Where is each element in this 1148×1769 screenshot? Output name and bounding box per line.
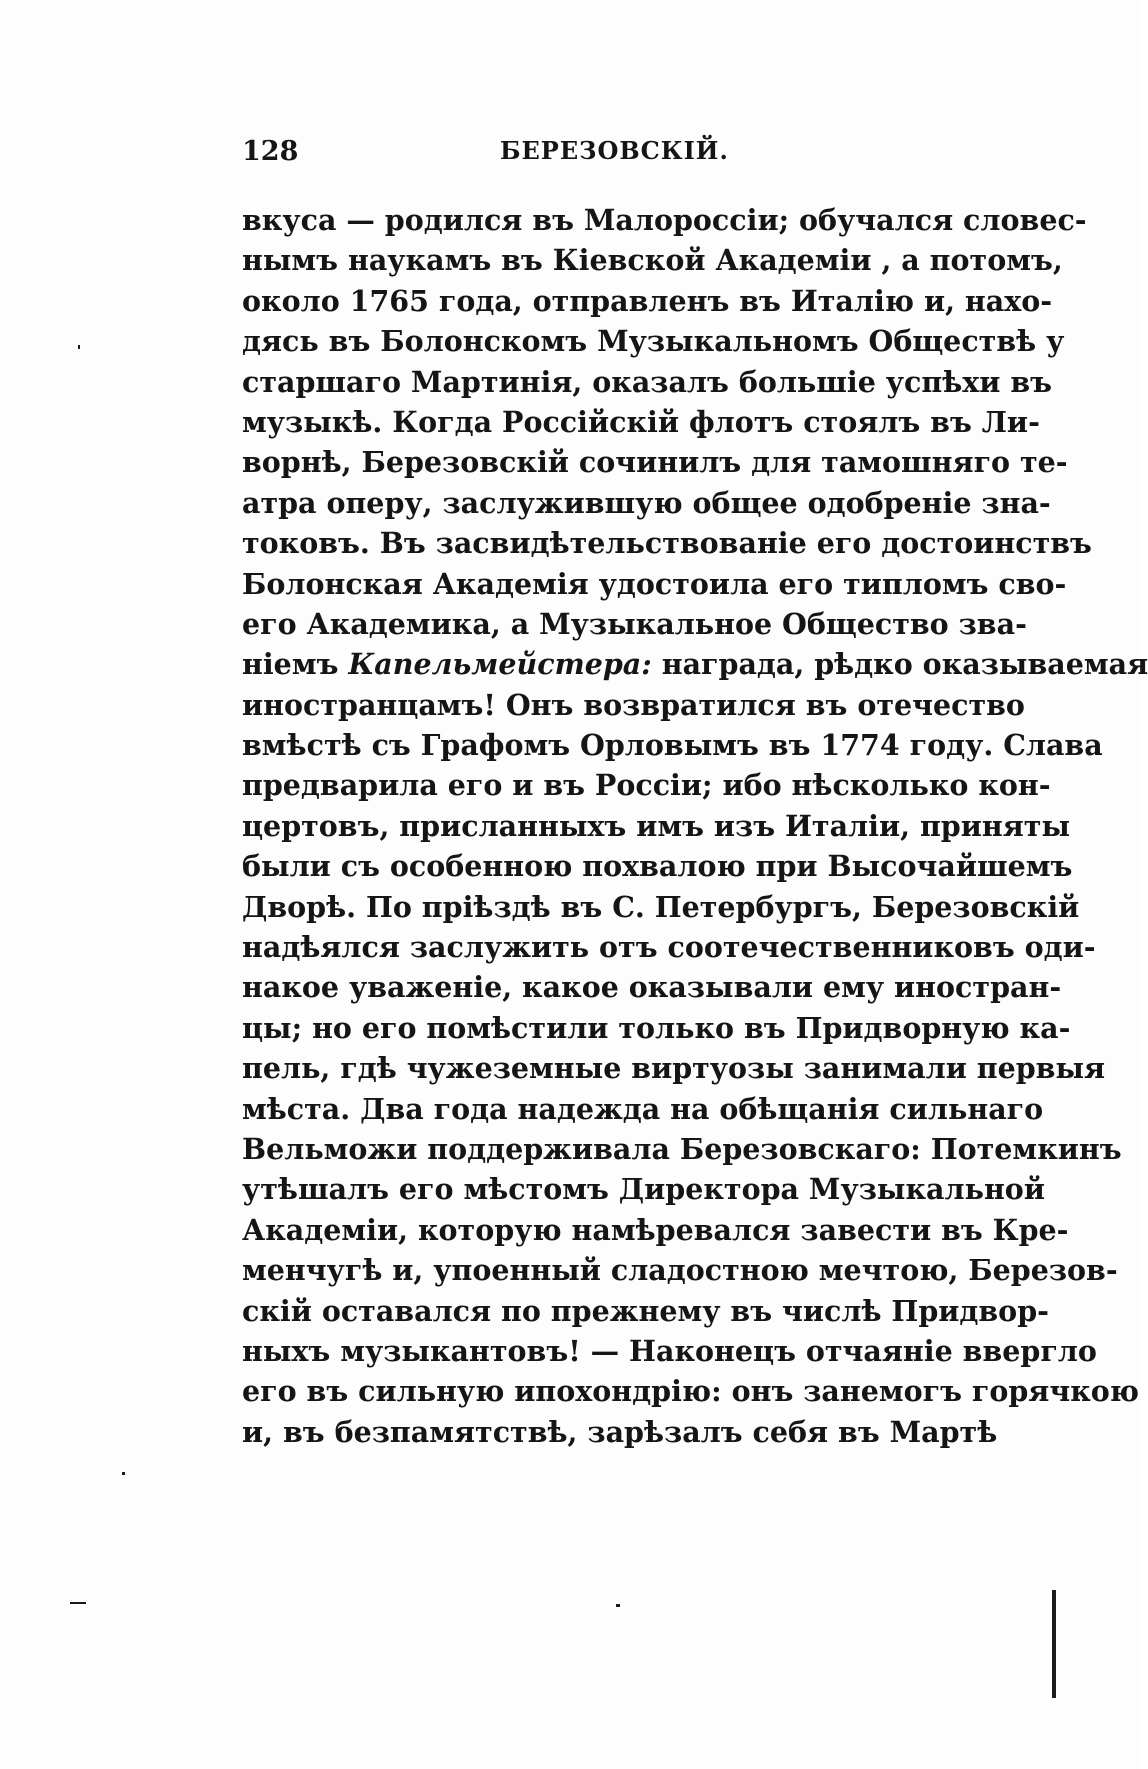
text-line: токовъ. Въ засвидѣтельствованіе его достоинствъ: [242, 526, 1092, 561]
text-line: вкуса — родился въ Малороссіи; обучался словес-: [242, 203, 1087, 237]
page-number: 128: [242, 136, 299, 167]
page-header: [242, 136, 962, 176]
text-line: старшаго Мартинія, оказалъ большіе успѣхи въ: [242, 364, 1052, 399]
text-line: Дворѣ. По пріѣздѣ въ С. Петербургъ, Березовскій: [242, 889, 1080, 924]
text-line: и, въ безпамятствѣ, зарѣзалъ себя въ Мартѣ: [242, 1414, 998, 1449]
text-line: музыкѣ. Когда Россійскій флотъ стоялъ въ Ли-: [242, 404, 1040, 439]
scan-speck: [616, 1604, 620, 1607]
text-line: мѣста. Два года надежда на обѣщанія сильнаго: [242, 1091, 1044, 1126]
text-line: были съ особенною похвалою при Высочайшемъ: [242, 849, 1073, 884]
text-line: атра оперу, заслужившую общее одобреніе зна-: [242, 485, 1051, 520]
text-line: ворнѣ, Березовскій сочинилъ для тамошняго те-: [242, 445, 1068, 480]
text-line: ніемъ Капельмейстера: награда, рѣдко оказываемая: [242, 647, 1148, 682]
scan-speck: [122, 1472, 125, 1475]
text-line: его Академика, а Музыкальное Общество зва-: [242, 606, 1027, 641]
body-text: [242, 200, 1148, 1452]
text-line: ныхъ музыкантовъ! — Наконецъ отчаяніе ввергло: [242, 1333, 1097, 1368]
text-line: пель, гдѣ чужеземные виртуозы занимали первыя: [242, 1051, 1106, 1086]
scan-edge-mark: [1052, 1590, 1056, 1698]
text-line: иностранцамъ! Онъ возвратился въ отечество: [242, 687, 1025, 722]
text-line: его въ сильную ипохондрію: онъ занемогъ горячкою: [242, 1374, 1140, 1409]
text-line: Академіи, которую намѣревался завести въ Кре-: [242, 1212, 1069, 1247]
text-line: Болонская Академія удостоила его типломъ сво-: [242, 566, 1067, 601]
text-line: скій оставался по прежнему въ числѣ Придвор-: [242, 1293, 1049, 1328]
text-line: предварила его и въ Россіи; ибо нѣсколько кон-: [242, 768, 1051, 803]
text-line: надѣялся заслужить отъ соотечественниковъ оди-: [242, 930, 1096, 965]
scan-speck: [70, 1602, 86, 1604]
text-line: дясь въ Болонскомъ Музыкальномъ Обществѣ у: [242, 324, 1065, 359]
text-line: цы; но его помѣстили только въ Придворную ка-: [242, 1010, 1071, 1045]
text-line: цертовъ, присланныхъ имъ изъ Италіи, приняты: [242, 808, 1071, 843]
text-line: около 1765 года, отправленъ въ Италію и, нахо-: [242, 283, 1053, 318]
running-head: БЕРЕЗОВСКІЙ.: [500, 136, 729, 165]
text-line: нымъ наукамъ въ Кіевской Академіи , а потомъ,: [242, 243, 1063, 278]
text-line: Вельможи поддерживала Березовскаго: Потемкинъ: [242, 1131, 1122, 1166]
scan-speck: [78, 345, 80, 349]
text-line: утѣшалъ его мѣстомъ Директора Музыкальной: [242, 1172, 1045, 1207]
text-line: вмѣстѣ съ Графомъ Орловымъ въ 1774 году. Слава: [242, 728, 1103, 763]
text-line: накое уваженіе, какое оказывали ему иностран-: [242, 970, 1062, 1005]
text-line: менчугѣ и, упоенный сладостною мечтою, Березов-: [242, 1253, 1118, 1288]
